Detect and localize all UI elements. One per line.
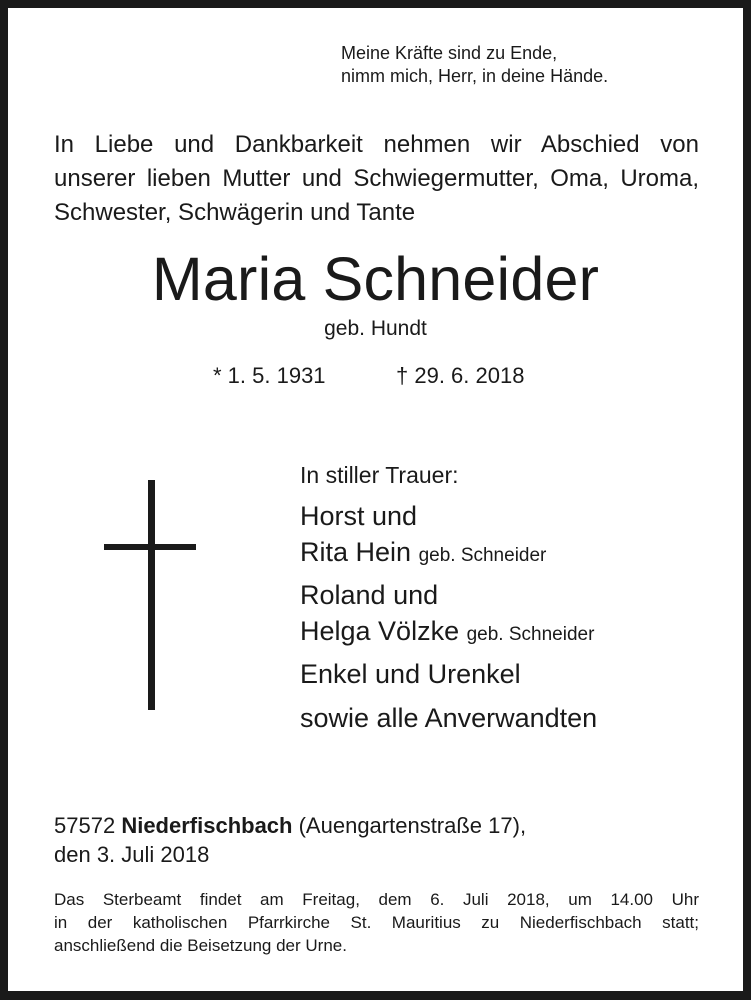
birth-date: * 1. 5. 1931 [213,363,326,388]
mourner-line-5: Enkel und Urenkel [300,659,521,689]
deceased-name: Maria Schneider [151,245,600,313]
address-line [54,811,526,840]
cross-vertical-bar [148,480,155,710]
mourner-maiden-name: geb. Schneider [418,545,547,566]
deceased-maiden-name: geb. Hundt [324,317,427,340]
town: Niederfischbach [121,813,293,838]
mourner-line-6: sowie alle Anverwandten [300,703,598,733]
mourner-name: Helga Völzke [300,616,460,646]
service-note [54,888,699,957]
verse-line-1: Meine Kräfte sind zu Ende, [341,43,558,63]
intro-line-3: Schwester, Schwägerin und Tante [54,199,416,226]
street: (Auengartenstraße 17), [298,813,527,838]
mourner-line-2 [300,535,546,573]
cross-horizontal-bar [104,544,196,550]
verse-line-2: nimm mich, Herr, in deine Hände. [341,66,609,86]
service-note-line-3: anschließend die Beisetzung der Urne. [54,936,347,955]
postcode: 57572 [54,813,116,838]
service-note-line-2: in der katholischen Pfarrkirche St. Mauritius zu Niederfischbach statt; [54,913,699,932]
intro-line-2: unserer lieben Mutter und Schwiegermutter, Oma, Uroma, [54,165,699,192]
mourner-name: Rita Hein [300,537,412,567]
mourner-line-3: Roland und [300,580,439,610]
mourners-label: In stiller Trauer: [300,462,459,488]
mourner-line-1: Horst und [300,501,418,531]
mourner-maiden-name: geb. Schneider [466,624,595,645]
notice-date: den 3. Juli 2018 [54,842,210,867]
mourner-line-4 [300,614,594,652]
verse [341,42,608,88]
death-date: † 29. 6. 2018 [396,363,525,388]
service-note-line-1: Das Sterbeamt findet am Freitag, dem 6. Juli 2018, um 14.00 Uhr [54,890,699,909]
intro-text [54,128,699,230]
intro-line-1: In Liebe und Dankbarkeit nehmen wir Abschied von [54,131,699,158]
